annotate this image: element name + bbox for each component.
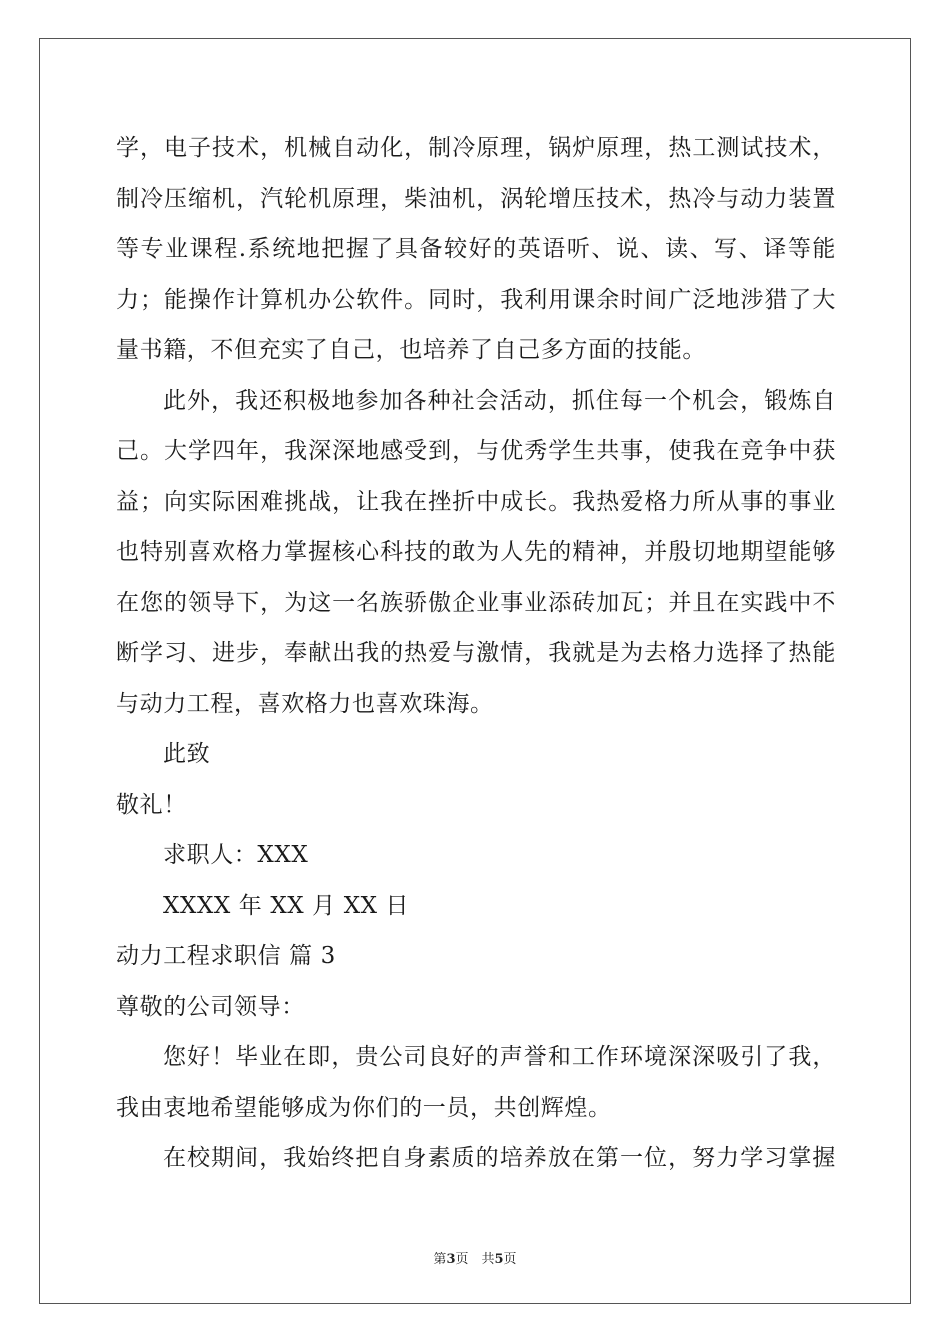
page-mid: 页 共 — [455, 1252, 495, 1267]
text-line: 学，电子技术，机械自动化，制冷原理，锅炉原理，热工测试技术， — [116, 135, 836, 161]
text-line: 在您的领导下，为这一名族骄傲企业事业添砖加瓦；并且在实践中不 — [116, 589, 836, 616]
text-line: 在校期间，我始终把自身素质的培养放在第一位，努力学习掌握 — [163, 1145, 836, 1171]
current-page-number: 3 — [446, 1252, 456, 1267]
text-line: 己。大学四年，我深深地感受到，与优秀学生共事，使我在竞争中获 — [116, 438, 836, 464]
applicant-signature: 求职人：XXX — [163, 842, 309, 868]
text-line: 与动力工程，喜欢格力也喜欢珠海。 — [116, 690, 494, 717]
text-line: 制冷压缩机，汽轮机原理，柴油机，涡轮增压技术，热冷与动力装置 — [116, 185, 836, 212]
text-line: 益；向实际困难挑战，让我在挫折中成长。我热爱格力所从事的事业 — [116, 488, 836, 515]
section-heading: 动力工程求职信 篇 3 — [116, 943, 336, 969]
page-footer — [0, 1248, 950, 1267]
page-suffix: 页 — [503, 1252, 517, 1267]
text-line: 也特别喜欢格力掌握核心科技的敢为人先的精神，并殷切地期望能够 — [116, 539, 836, 565]
text-line: 您好！毕业在即，贵公司良好的声誉和工作环境深深吸引了我， — [163, 1044, 836, 1070]
document-body — [116, 123, 836, 1184]
text-line: 力；能操作计算机办公软件。同时，我利用课余时间广泛地涉猎了大 — [116, 286, 836, 313]
text-line: 此外，我还积极地参加各种社会活动，抓住每一个机会，锻炼自 — [163, 387, 836, 414]
text-line: 量书籍，不但充实了自己，也培养了自己多方面的技能。 — [116, 337, 706, 363]
text-line: 我由衷地希望能够成为你们的一员，共创辉煌。 — [116, 1094, 612, 1121]
total-pages-number: 5 — [494, 1252, 504, 1267]
greeting: 尊敬的公司领导： — [116, 993, 305, 1020]
closing-regards: 敬礼！ — [116, 791, 187, 818]
page-prefix: 第 — [433, 1252, 447, 1267]
text-line: 断学习、进步，奉献出我的热爱与激情，我就是为去格力选择了热能 — [116, 640, 836, 666]
text-line: 等专业课程.系统地把握了具备较好的英语听、说、读、写、译等能 — [116, 236, 836, 262]
letter-date: XXXX 年 XX 月 XX 日 — [163, 892, 410, 919]
closing-salutation: 此致 — [163, 741, 211, 767]
